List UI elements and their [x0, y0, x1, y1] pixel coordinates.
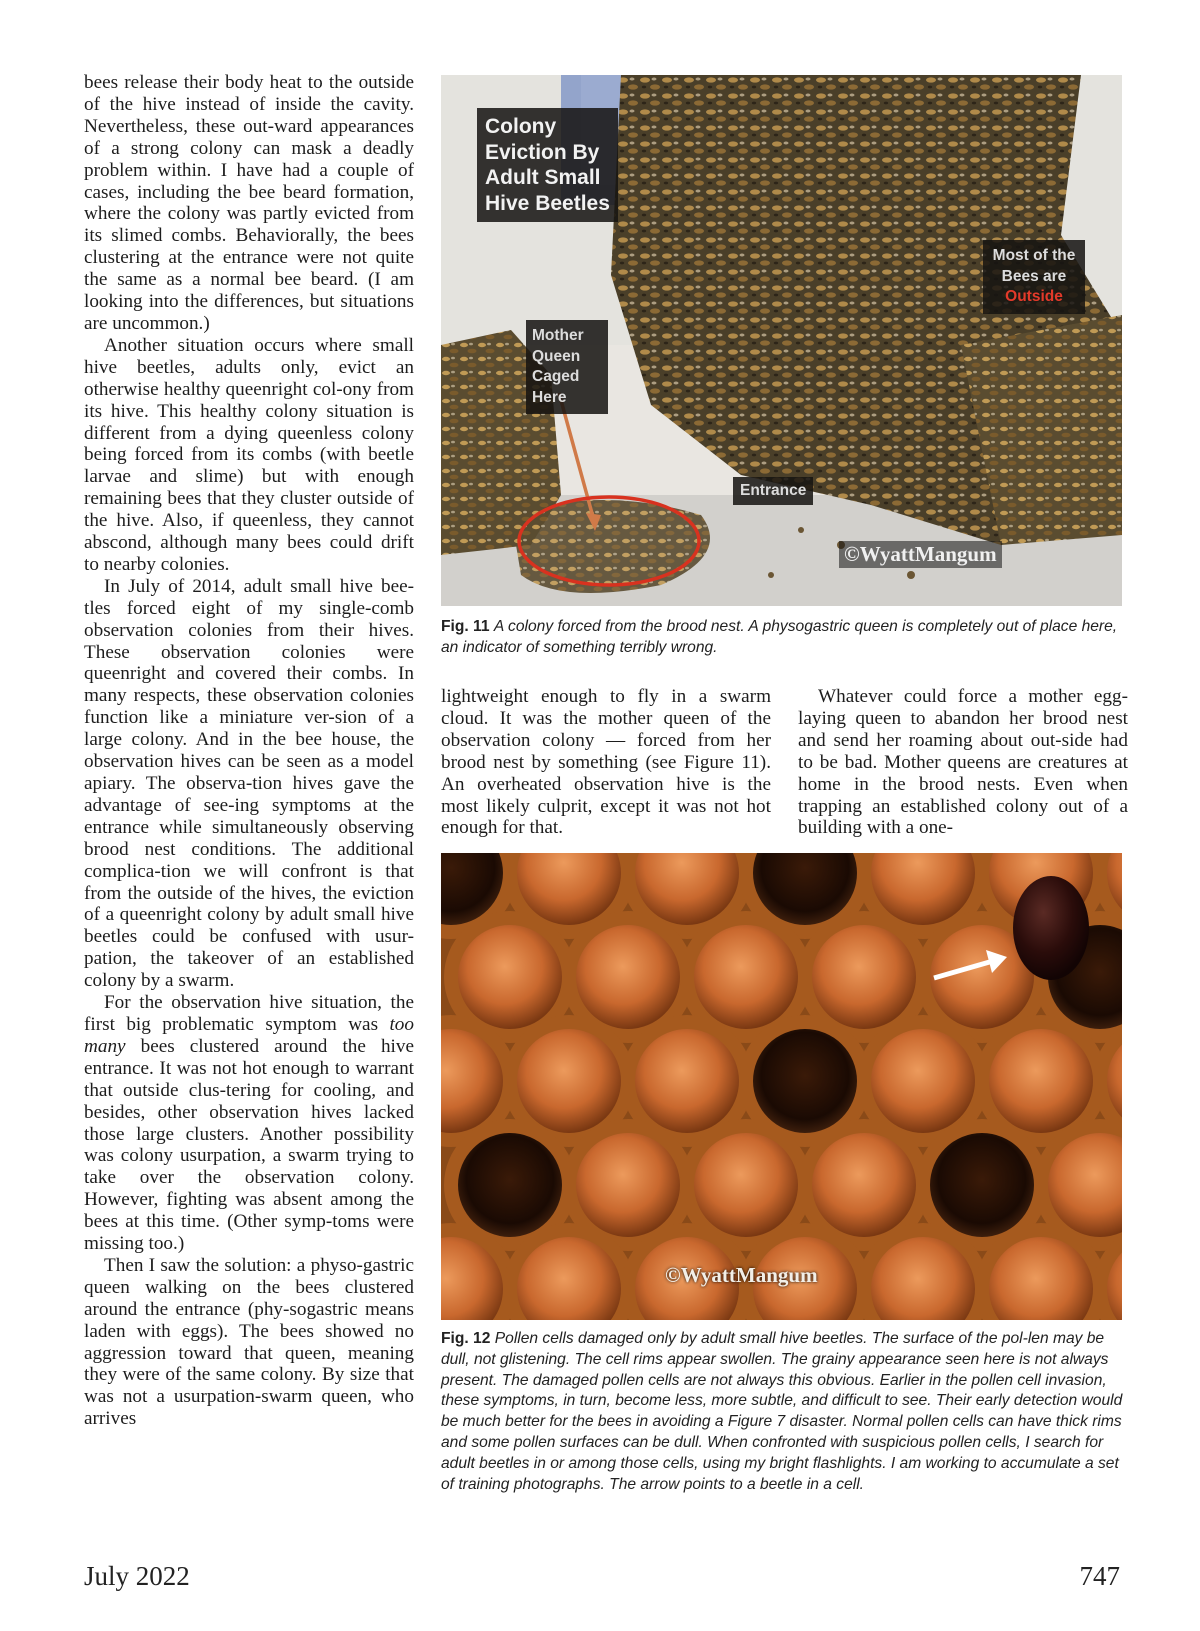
honeycomb-illustration	[441, 853, 1122, 1320]
photo-copyright: ©WyattMangum	[839, 541, 1002, 568]
figure-11-photo	[441, 75, 1122, 606]
middle-left-paragraph: lightweight enough to fly in a swarm cloud. It was the mother queen of the observation colony — forced from her brood nest by something (see Figure 11). An overheated observation hive is the most likely culprit, except it was not hot enough for that.	[441, 686, 771, 839]
colony-eviction-label: Colony Eviction By Adult Small Hive Beetles	[477, 108, 618, 222]
entrance-label: Entrance	[733, 477, 813, 505]
figure-11-caption	[441, 617, 1125, 659]
pollen-cell	[517, 1029, 621, 1133]
paragraph-4-start: For the observation hive situation, the first big problematic symptom was	[84, 992, 414, 1035]
footer-date: July 2022	[84, 1561, 190, 1591]
paragraph-1: bees release their body heat to the outside of the hive instead of inside the cavity. Nevertheless, these out-ward appearances of a strong colony can mask a deadly problem within. I have had a couple of cases, including the bee beard formation, where the colony was partly evicted from its slimed combs. Behaviorally, the bees clustering at the entrance were not quite the same as a normal bee beard. (I am looking into the differences, but situations are uncommon.)	[84, 72, 414, 334]
beetle	[1013, 876, 1089, 980]
pollen-cell	[989, 1029, 1093, 1133]
left-text-column	[84, 72, 414, 1430]
figure-11-caption-label: Fig. 11	[441, 618, 490, 635]
figure-12-caption	[441, 1329, 1125, 1495]
pollen-cell	[930, 1133, 1034, 1237]
pollen-cell	[871, 1029, 975, 1133]
most-bees-outside-label	[983, 240, 1085, 314]
paragraph-2: Another situation occurs where small hive beetles, adults only, evict an otherwise healthy queenright col-ony from its hive. This healthy colony situation is different from a dying queenless colony being forced from its combs (with beetle larvae and slime) but with enough remaining bees that they cluster outside of the hive. Also, if queenless, they cannot abscond, although many bees could drift to nearby colonies.	[84, 334, 414, 575]
figure-11-caption-text: A colony forced from the brood nest. A physogastric queen is completely out of place here, an indicator of something terribly wrong.	[441, 618, 1118, 656]
page-number: 747	[1079, 1561, 1120, 1591]
pollen-cell	[458, 925, 562, 1029]
pollen-cell	[694, 1133, 798, 1237]
mother-queen-label: Mother Queen Caged Here	[526, 320, 608, 414]
pollen-cell	[812, 1133, 916, 1237]
outside-text: Outside	[1005, 288, 1063, 305]
paragraph-4-emphasis: too many	[84, 1013, 414, 1057]
pollen-cell	[576, 925, 680, 1029]
paragraph-4-end: bees clustered around the hive entrance. It was not hot enough to warrant that outside clus-tering for cooling, and besides, other observation hives lacked those large clusters. Another possibility was colony usurpation, a swarm trying to take over the observation colony. However, fighting was absent among the bees at this time. (Other symp-toms were missing too.)	[84, 1035, 414, 1255]
figure-12-caption-text: Pollen cells damaged only by adult small hive beetles. The surface of the pol-len may be dull, not glistening. The cell rims appear swollen. The grainy appearance seen here is not always present. The damaged pollen cells are not always this obvious. Earlier in the pollen cell invasion, these symptoms, in turn, become less, more subtle, and difficult to see. Their early detection would be much better for the bees in avoiding a Figure 7 disaster. Normal pollen cells can have thick rims and some pollen surfaces can be dull. When confronted with suspicious pollen cells, I search for adult beetles in or among those cells, using my bright flashlights. I am working to accumulate a set of training photographs. The arrow points to a beetle in a cell.	[441, 1330, 1123, 1493]
paragraph-4	[84, 992, 414, 1255]
middle-right-paragraph: Whatever could force a mother egg-laying queen to abandon her brood nest and send her roaming about out-side had to be bad. Mother queens are creatures at home in the brood nests. Even when trapping an established colony out of a building with a one-	[798, 686, 1128, 839]
paragraph-5: Then I saw the solution: a physo-gastric queen walking on the bees clustered around the entrance (phy-sogastric means laden with eggs). The bees showed no aggression toward that queen, meaning they were of the same colony. By size that was not a usurpation-swarm queen, who arrives	[84, 1254, 414, 1430]
pollen-cell	[753, 1029, 857, 1133]
photo-copyright-2: ©WyattMangum	[665, 1263, 818, 1287]
pollen-cell	[458, 1133, 562, 1237]
pollen-cell	[576, 1133, 680, 1237]
paragraph-3: In July of 2014, adult small hive bee-tles forced eight of my single-comb observation colonies from their hives. These observation colonies were queenright and covered their combs. In many respects, these observation colonies function like a miniature ver-sion of a large colony. And in the bee house, the observation hives can be seen as a model apiary. The observa-tion hives gave the advantage of see-ing symptoms at the entrance while simultaneously observing brood nest conditions. The additional complica-tion we will confront is that from the outside of the hives, the eviction of a queenright colony by adult small hive beetles could be confused with usur-pation, the takeover of an established colony by a swarm.	[84, 575, 414, 992]
most-bees-text: Most of the Bees are	[992, 247, 1076, 285]
figure-12-caption-label: Fig. 12	[441, 1330, 491, 1347]
pollen-cell	[635, 1029, 739, 1133]
pollen-cell	[694, 925, 798, 1029]
figure-12-photo	[441, 853, 1122, 1320]
pollen-cell	[812, 925, 916, 1029]
